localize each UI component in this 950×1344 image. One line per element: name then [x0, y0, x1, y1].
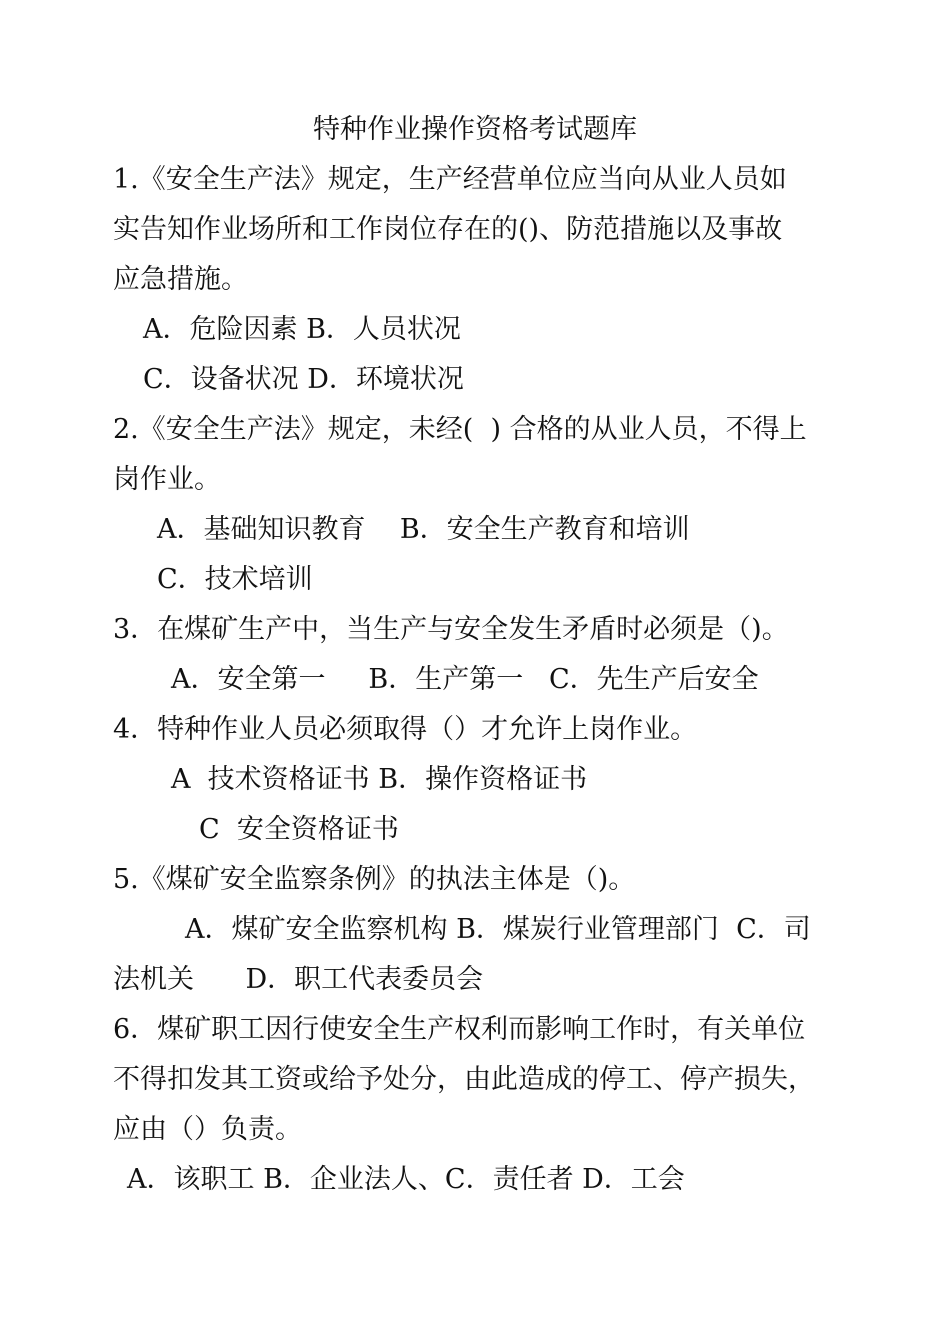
q6-line-3: 应由（）负责。 [113, 1114, 302, 1145]
q4-options-ab: A 技术资格证书 B．操作资格证书 [171, 764, 588, 795]
q6-options: A．该职工 B．企业法人、C．责任者 D．工会 [127, 1164, 685, 1195]
q2-line-1: 2.《安全生产法》规定，未经( ) 合格的从业人员，不得上 [113, 414, 807, 445]
q6-line-1: 6．煤矿职工因行使安全生产权利而影响工作时，有关单位 [113, 1014, 806, 1045]
q5-line-1: 5.《煤矿安全监察条例》的执法主体是（)。 [113, 864, 636, 895]
q1-line-1: 1.《安全生产法》规定，生产经营单位应当向从业人员如 [113, 164, 787, 195]
document-title: 特种作业操作资格考试题库 [313, 114, 637, 145]
q1-options-cd: C．设备状况 D．环境状况 [143, 364, 464, 395]
q2-options-c: C．技术培训 [157, 564, 313, 595]
q1-line-2: 实告知作业场所和工作岗位存在的()、防范措施以及事故 [113, 214, 783, 245]
q3-line-1: 3．在煤矿生产中，当生产与安全发生矛盾时必须是（)。 [113, 614, 789, 645]
q1-options-ab: A．危险因素 B．人员状况 [143, 314, 461, 345]
q2-line-2: 岗作业。 [113, 464, 221, 495]
q3-options: A．安全第一 B．生产第一 C．先生产后安全 [171, 664, 759, 695]
q2-options-ab: A．基础知识教育 B．安全生产教育和培训 [157, 514, 690, 545]
q5-options-line-1: A．煤矿安全监察机构 B．煤炭行业管理部门 C．司 [185, 914, 811, 945]
q5-options-line-2: 法机关 D．职工代表委员会 [113, 964, 484, 995]
q4-options-c: C 安全资格证书 [199, 814, 399, 845]
q6-line-2: 不得扣发其工资或给予处分，由此造成的停工、停产损失， [113, 1064, 815, 1095]
q1-line-3: 应急措施。 [113, 264, 248, 295]
q4-line-1: 4．特种作业人员必须取得（）才允许上岗作业。 [113, 714, 698, 745]
